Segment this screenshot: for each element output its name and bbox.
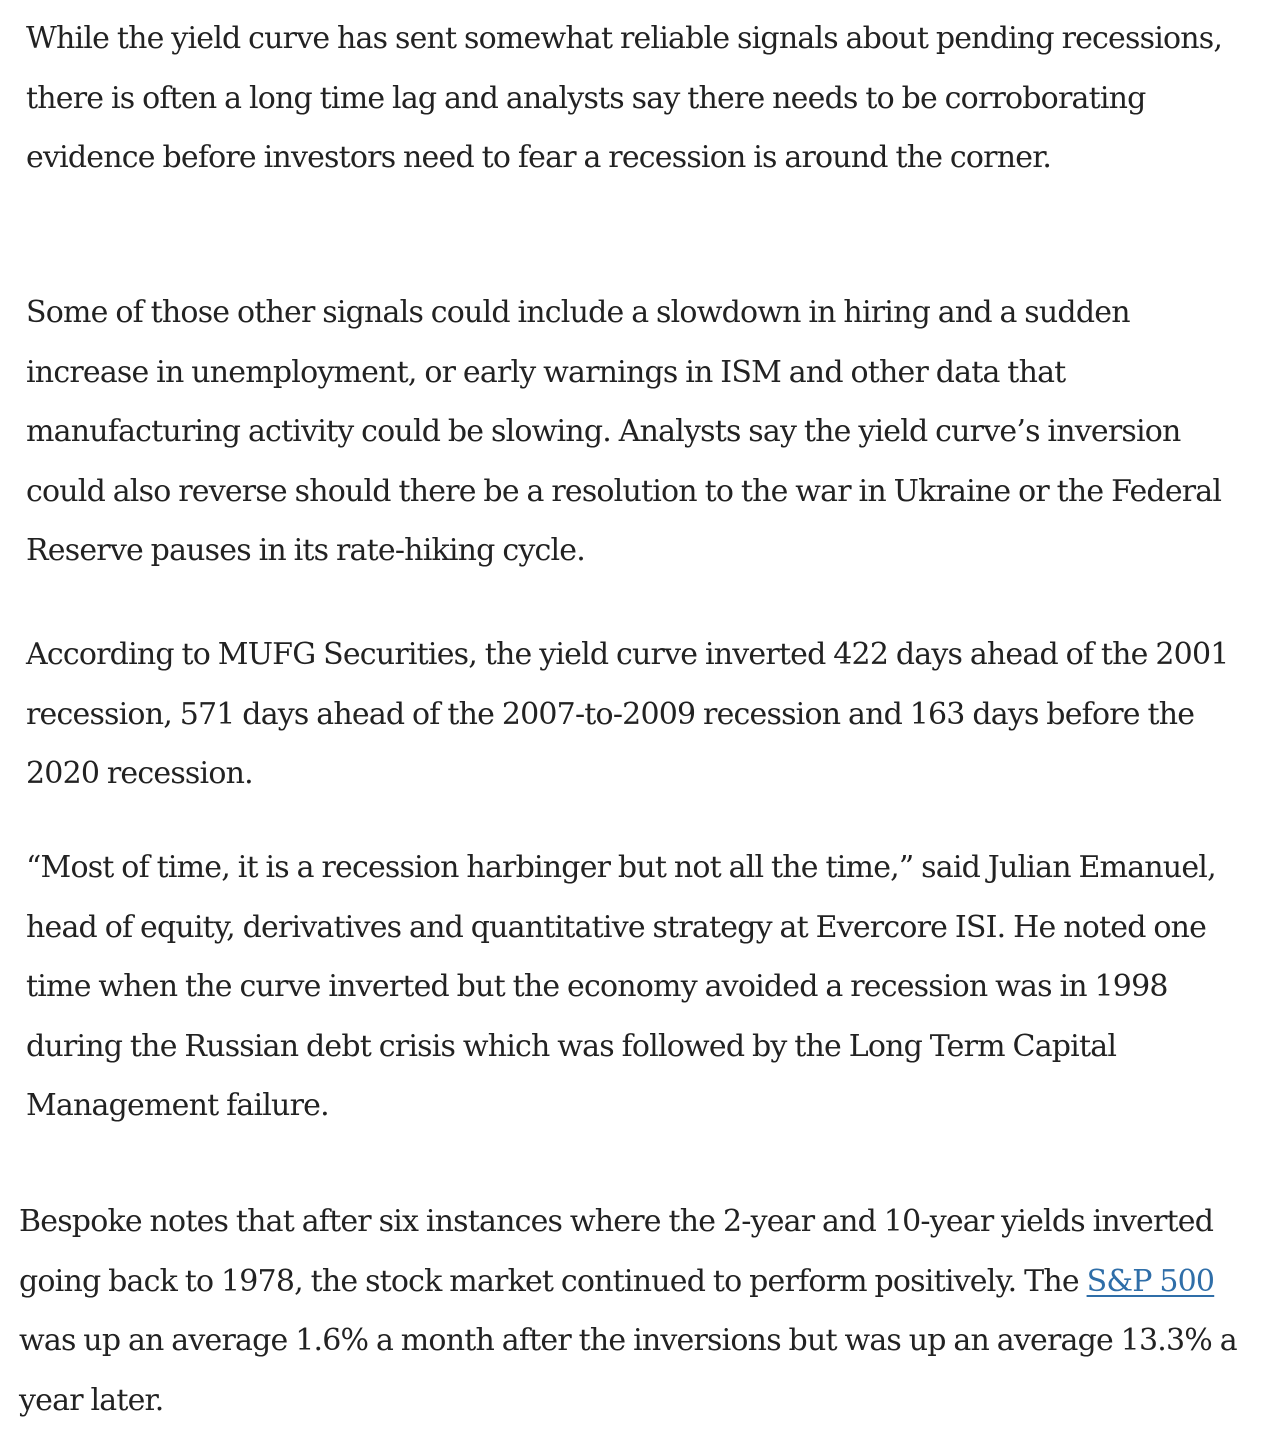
sp500-link[interactable]: S&P 500 <box>1086 1263 1215 1299</box>
paragraph-mufg-securities: According to MUFG Securities, the yield curve inverted 422 days ahead of the 2001 recession, 571 days ahead of the 2007-to-2009 recession and 163 days before the 2020 recession. <box>26 637 1229 791</box>
paragraph-other-signals: Some of those other signals could include a slowdown in hiring and a sudden increase in unemployment, or early warnings in ISM and other data that manufacturing activity could be slowing. Analysts say the yield curve’s inversion could also reverse should there be a resolution to the war in Ukraine or the Federal Reserve pauses in its rate-hiking cycle. <box>26 295 1222 568</box>
paragraph-emanuel-quote: “Most of time, it is a recession harbinger but not all the time,” said Julian Emanuel, head of equity, derivatives and quantitative strategy at Evercore ISI. He noted one time when the curve inverted but the economy avoided a recession was in 1998 during the Russian debt crisis which was followed by the Long Term Capital Management failure. <box>26 850 1216 1123</box>
bespoke-text-after-link: was up an average 1.6% a month after the inversions but was up an average 13.3% a year later. <box>19 1323 1237 1418</box>
bespoke-text-before-link: Bespoke notes that after six instances where the 2-year and 10-year yields inverted going back to 1978, the stock market continued to perform positively. The <box>19 1204 1214 1299</box>
paragraph-bespoke-notes <box>19 1192 1241 1430</box>
paragraph-yield-curve-signals: While the yield curve has sent somewhat reliable signals about pending recessions, there is often a long time lag and analysts say there needs to be corroborating evidence before investors need to fear a recession is around the corner. <box>26 21 1223 175</box>
